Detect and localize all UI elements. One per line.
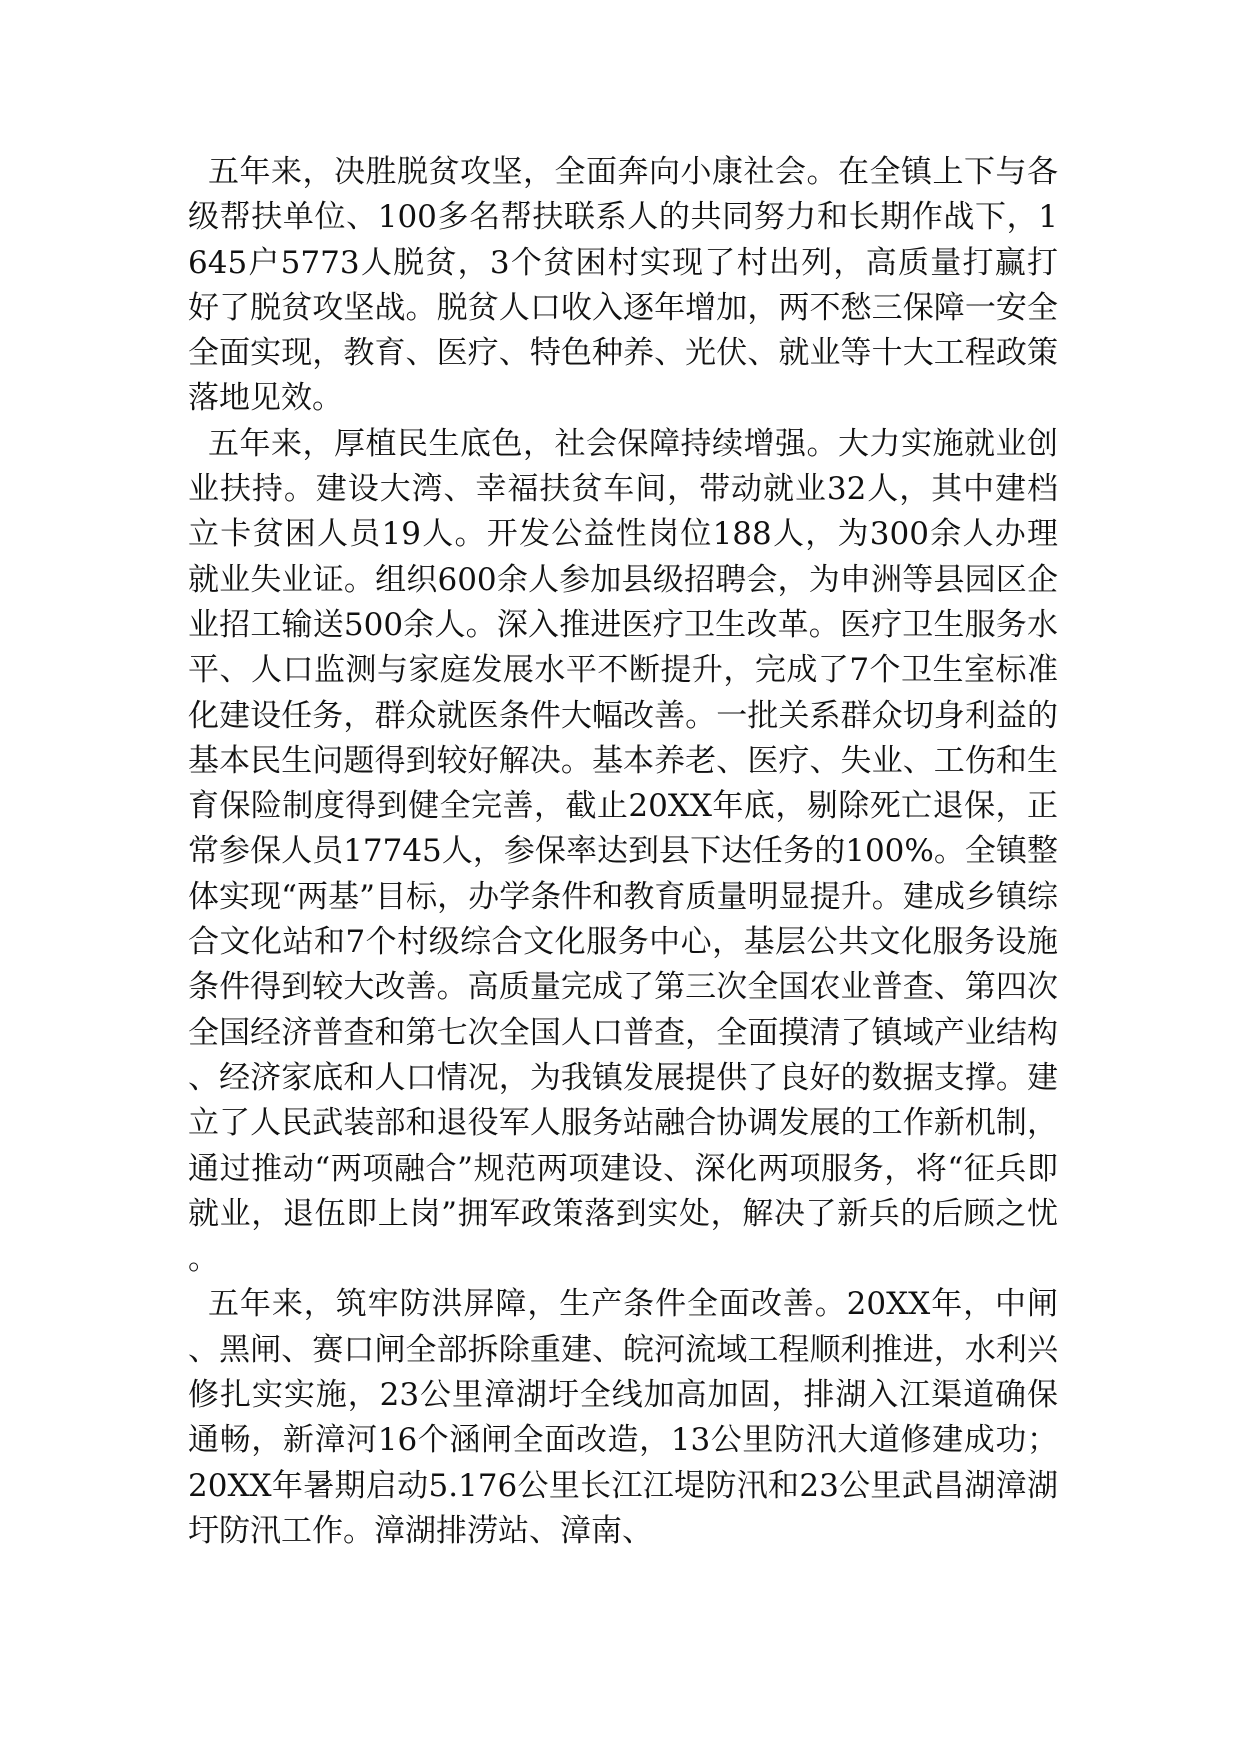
paragraph-flood-control: 五年来，筑牢防洪屏障，生产条件全面改善。20XX年，中闸、黑闸、赛口闸全部拆除重建、皖河流域工程顺利推进，水利兴修扎实实施，23公里漳湖圩全线加高加固，排湖入江渠道确保通畅，新漳河16个涵闸全面改造，13公里防汛大道修建成功；20XX年暑期启动5.176公里长江江堤防汛和23公里武昌湖漳湖圩防汛工作。漳湖排涝站、漳南、 <box>188 1286 1058 1549</box>
paragraph-social-security: 五年来，厚植民生底色，社会保障持续增强。大力实施就业创业扶持。建设大湾、幸福扶贫车间，带动就业32人，其中建档立卡贫困人员19人。开发公益性岗位188人，为300余人办理就业失业证。组织600余人参加县级招聘会，为申洲等县园区企业招工输送500余人。深入推进医疗卫生改革。医疗卫生服务水平、人口监测与家庭发展水平不断提升，完成了7个卫生室标准化建设任务，群众就医条件大幅改善。一批关系群众切身利益的基本民生问题得到较好解决。基本养老、医疗、失业、工伤和生育保险制度得到健全完善，截止20XX年底，剔除死亡退保，正常参保人员17745人，参保率达到县下达任务的100%。全镇整体实现“两基”目标，办学条件和教育质量明显提升。建成乡镇综合文化站和7个村级综合文化服务中心，基层公共文化服务设施条件得到较大改善。高质量完成了第三次全国农业普查、第四次全国经济普查和第七次全国人口普查，全面摸清了镇域产业结构、经济家底和人口情况，为我镇发展提供了良好的数据支撑。建立了人民武装部和退役军人服务站融合协调发展的工作新机制，通过推动“两项融合”规范两项建设、深化两项服务，将“征兵即就业，退伍即上岗”拥军政策落到实处，解决了新兵的后顾之忧。 <box>188 425 1058 1278</box>
paragraph-poverty-alleviation: 五年来，决胜脱贫攻坚，全面奔向小康社会。在全镇上下与各级帮扶单位、100多名帮扶联系人的共同努力和长期作战下，1645户5773人脱贫，3个贫困村实现了村出列，高质量打赢打好了脱贫攻坚战。脱贫人口收入逐年增加，两不愁三保障一安全全面实现，教育、医疗、特色种养、光伏、就业等十大工程政策落地见效。 <box>188 154 1058 417</box>
document-page <box>188 150 1058 1554</box>
